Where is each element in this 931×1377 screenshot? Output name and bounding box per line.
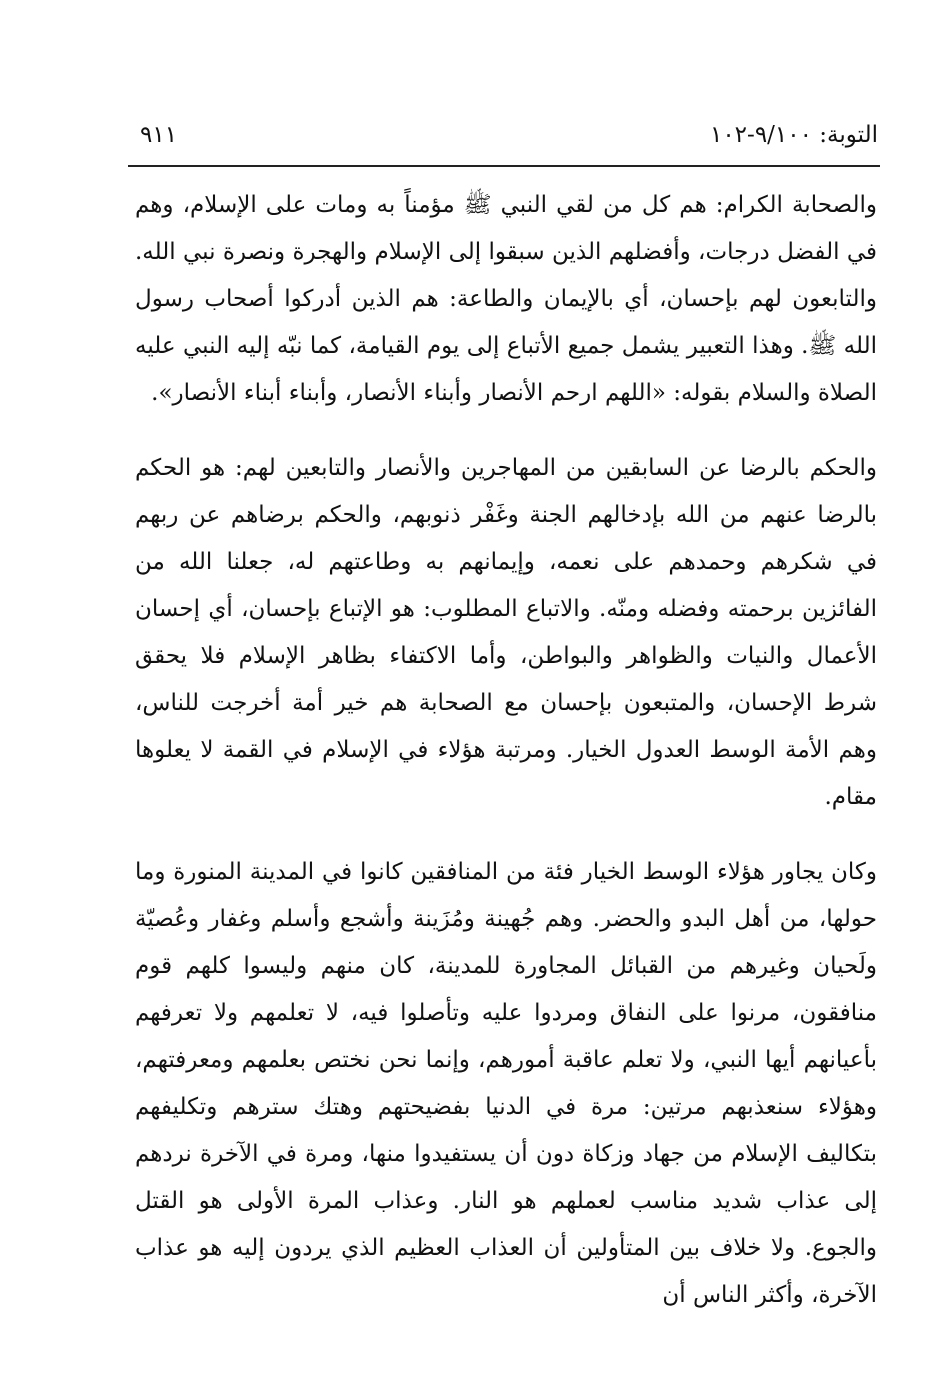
paragraph-ruling: والحكم بالرضا عن السابقين من المهاجرين والأنصار والتابعين لهم: هو الحكم بالرضا عنهم من الله بإدخالهم الجنة وغَفْر ذنوبهم، والحكم برضاهم عن ربهم في شكرهم وحمدهم على نعمه، وإيمانهم به وطاعتهم له، جعلنا الله من الفائزين برحمته وفضله ومنّه. والاتباع المطلوب: هو الإتباع بإحسان، أي إحسان الأعمال والنيات والظواهر والبواطن، وأما الاكتفاء بظاهر الإسلام فلا يحقق شرط الإحسان، والمتبعون بإحسان مع الصحابة هم خير أمة أخرجت للناس، وهم الأمة الوسط العدول الخيار. ومرتبة هؤلاء في الإسلام في القمة لا يعلوها مقام.: [135, 455, 877, 810]
paragraph-gap: [135, 417, 877, 445]
body-text: [135, 182, 877, 1319]
header-divider: [128, 165, 880, 167]
page-header: [128, 118, 878, 158]
paragraph-hypocrites: وكان يجاور هؤلاء الوسط الخيار فئة من المنافقين كانوا في المدينة المنورة وما حولها، من أهل البدو والحضر. وهم جُهينة ومُزَينة وأشجع وأسلم وغفار وعُصيّة ولَحيان وغيرهم من القبائل المجاورة للمدينة، كان منهم وليسوا كلهم قوم منافقون، مرنوا على النفاق ومردوا عليه وتأصلوا فيه، لا تعلمهم ولا تعرفهم بأعيانهم أيها النبي، ولا تعلم عاقبة أمورهم، وإنما نحن نختص بعلمهم ومعرفتهم، وهؤلاء سنعذبهم مرتين: مرة في الدنيا بفضيحتهم وهتك سترهم وتكليفهم بتكاليف الإسلام من جهاد وزكاة دون أن يستفيدوا منها، ومرة في الآخرة نردهم إلى عذاب شديد مناسب لعملهم هو النار. وعذاب المرة الأولى هو القتل والجوع. ولا خلاف بين المتأولين أن العذاب العظيم الذي يردون إليه هو عذاب الآخرة، وأكثر الناس أن: [135, 859, 877, 1308]
surah-verse-title: التوبة: ٩/١٠٠-١٠٢: [709, 122, 878, 148]
paragraph-companions: والصحابة الكرام: هم كل من لقي النبي ﷺ مؤمناً به ومات على الإسلام، وهم في الفضل درجات، وأفضلهم الذين سبقوا إلى الإسلام والهجرة ونصرة نبي الله. والتابعون لهم بإحسان، أي بالإيمان والطاعة: هم الذين أدركوا أصحاب رسول الله ﷺ. وهذا التعبير يشمل جميع الأتباع إلى يوم القيامة، كما نبّه إليه النبي عليه الصلاة والسلام بقوله: «اللهم ارحم الأنصار وأبناء الأنصار، وأبناء أبناء الأنصار».: [135, 192, 877, 406]
page-number: ٩١١: [140, 122, 178, 148]
paragraph-gap: [135, 821, 877, 849]
